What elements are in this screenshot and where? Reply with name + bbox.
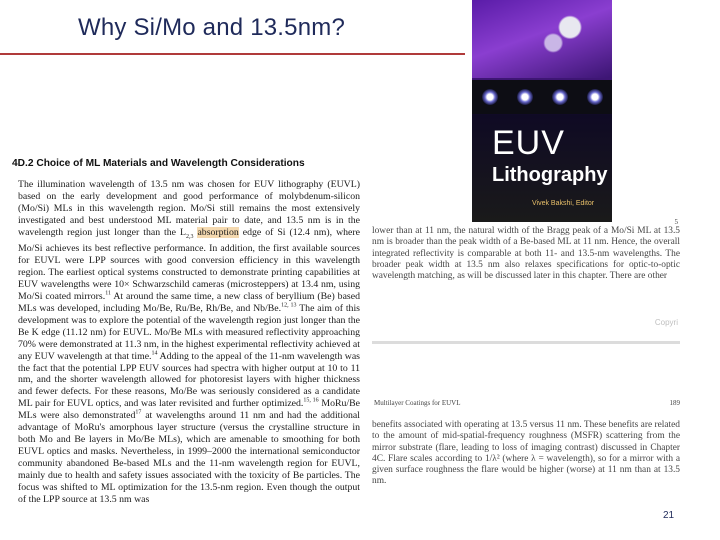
ref-17: 17 [135,409,142,416]
ref-14: 14 [151,350,158,357]
lens-icon [482,89,498,105]
lens-icon [517,89,533,105]
running-head-page: 189 [669,399,680,407]
body-text [18,179,360,505]
ref-11: 11 [105,290,111,297]
cover-lens-strip [472,80,612,114]
right-top-text: lower than at 11 nm, the natural width of the Bragg peak of a Mo/Si ML at 13.5 nm is broader than the peak width of a Be-based ML at 11 nm. Hence, the overall integrated reflectivity is comparable at both 11- and 13.5-nm wavelengths. The broader peak width at 13.5 nm also relaxes specifications for optic-to-optic wavelength matching, as will be discussed later in this chapter. There are other [372,226,680,282]
cover-title-euv: EUV [492,124,565,162]
highlighted-word: absorption [197,226,239,238]
copyright-watermark: Copyri [654,318,678,327]
ref-12-13: 12, 13 [281,302,297,309]
book-page-right-bottom [372,398,680,498]
page-marker: 5 [674,218,678,226]
book-page-right-top [372,218,680,338]
para-part-5: Adding to the appeal of the 11-nm wavelength was the fact that the potential LPP EUV sources had spectra with higher output at 10 to 11 nm, and the shorter wavelength allowed for photoresist layers with higher thickness and fewer defects. For these reasons, Mo/Be was seriously considered as a candidate ML pair for EUVL optics, and was later revisited and further optimized. [18,350,360,410]
lens-icon [587,89,603,105]
para-part-6: MoRu/Be MLs were also demonstrated [18,398,360,422]
para-part-7: at wavelengths around 11 nm and had the additional advantage of MoRu's amorphous layer structure (versus the crystalline structure in both Mo and Be layers in Mo/Be MLs), which are amenable to smoothing for both EUVL optics and masks. Nevertheless, in 1999–2000 the international semiconductor community abandoned Be-based MLs and the 11-nm wavelength region for EUVL, mainly due to health and safety issues associated with the toxicity of Be particles. The focus was shifted to ML optimization for the 13.5-nm region. Even though the output of the LPP source at 13.5 nm was [18,410,360,505]
cover-photo [472,0,612,78]
cover-title-lithography: Lithography [492,164,608,186]
ref-15-16: 15, 16 [303,398,319,404]
page-divider [372,341,680,344]
title-underline [0,53,465,55]
subscript-l23: 2,3 [185,233,194,240]
para-part-2: edge of Si (12.4 nm), where Mo/Si achieves its best reflective performance. In addition, the first available sources for EUVL were LPP sources with good conversion efficiency in this wavelength region. The earliest optical systems constructed to demonstrate printing capabilities at EUV wavelengths were 10× Schwarzschild cameras (microsteppers) at 13.4 nm, using Mo/Si coated mirrors. [18,226,360,303]
cover-author: Vivek Bakshi, Editor [532,200,595,207]
right-bottom-text: benefits associated with operating at 13.5 versus 11 nm. These benefits are related to the amount of mid-spatial-frequency roughness (MSFR) scattering from the mirror substrate (flare, leading to loss of imaging contrast) discussed in Chapter 4C. Flare scales according to 1/λ² (where λ = wavelength), so for a mirror with a given surface roughness the flare would be higher (worse) at 11 nm than at 13.5 nm. [372,420,680,487]
running-head-title: Multilayer Coatings for EUVL [374,399,461,407]
para-part-3: At around the same time, a new class of beryllium (Be) based MLs was developed, including Mo/Be, Ru/Be, Rh/Be, and Nb/Be. [18,291,360,315]
slide-title: Why Si/Mo and 13.5nm? [78,14,345,41]
slide-number: 21 [663,510,675,521]
lens-icon [552,89,568,105]
para-part-4: The aim of this development was to explore the potential of the wavelength region just longer than the Be K edge (11.12 nm) for EUVL. Mo/Be MLs with measured reflectivity approaching 70% were demonstrated at 11.3 nm, in the highest experimental reflectivity achieved at any EUV wavelength at that time. [18,303,360,362]
para-part-1: The illumination wavelength of 13.5 nm was chosen for EUV lithography (EUVL) based on the early development and good performance of molybdenum-silicon (Mo/Si) MLs in this wavelength region. Mo/Si still remains the most extensively investigated and best understood ML material pair to date, and 13.5 nm is in the wavelength region just longer than the L [18,179,360,238]
section-heading: 4D.2 Choice of ML Materials and Wavelength Considerations [12,158,305,169]
book-cover-image [472,0,612,222]
book-page-left [10,158,362,528]
